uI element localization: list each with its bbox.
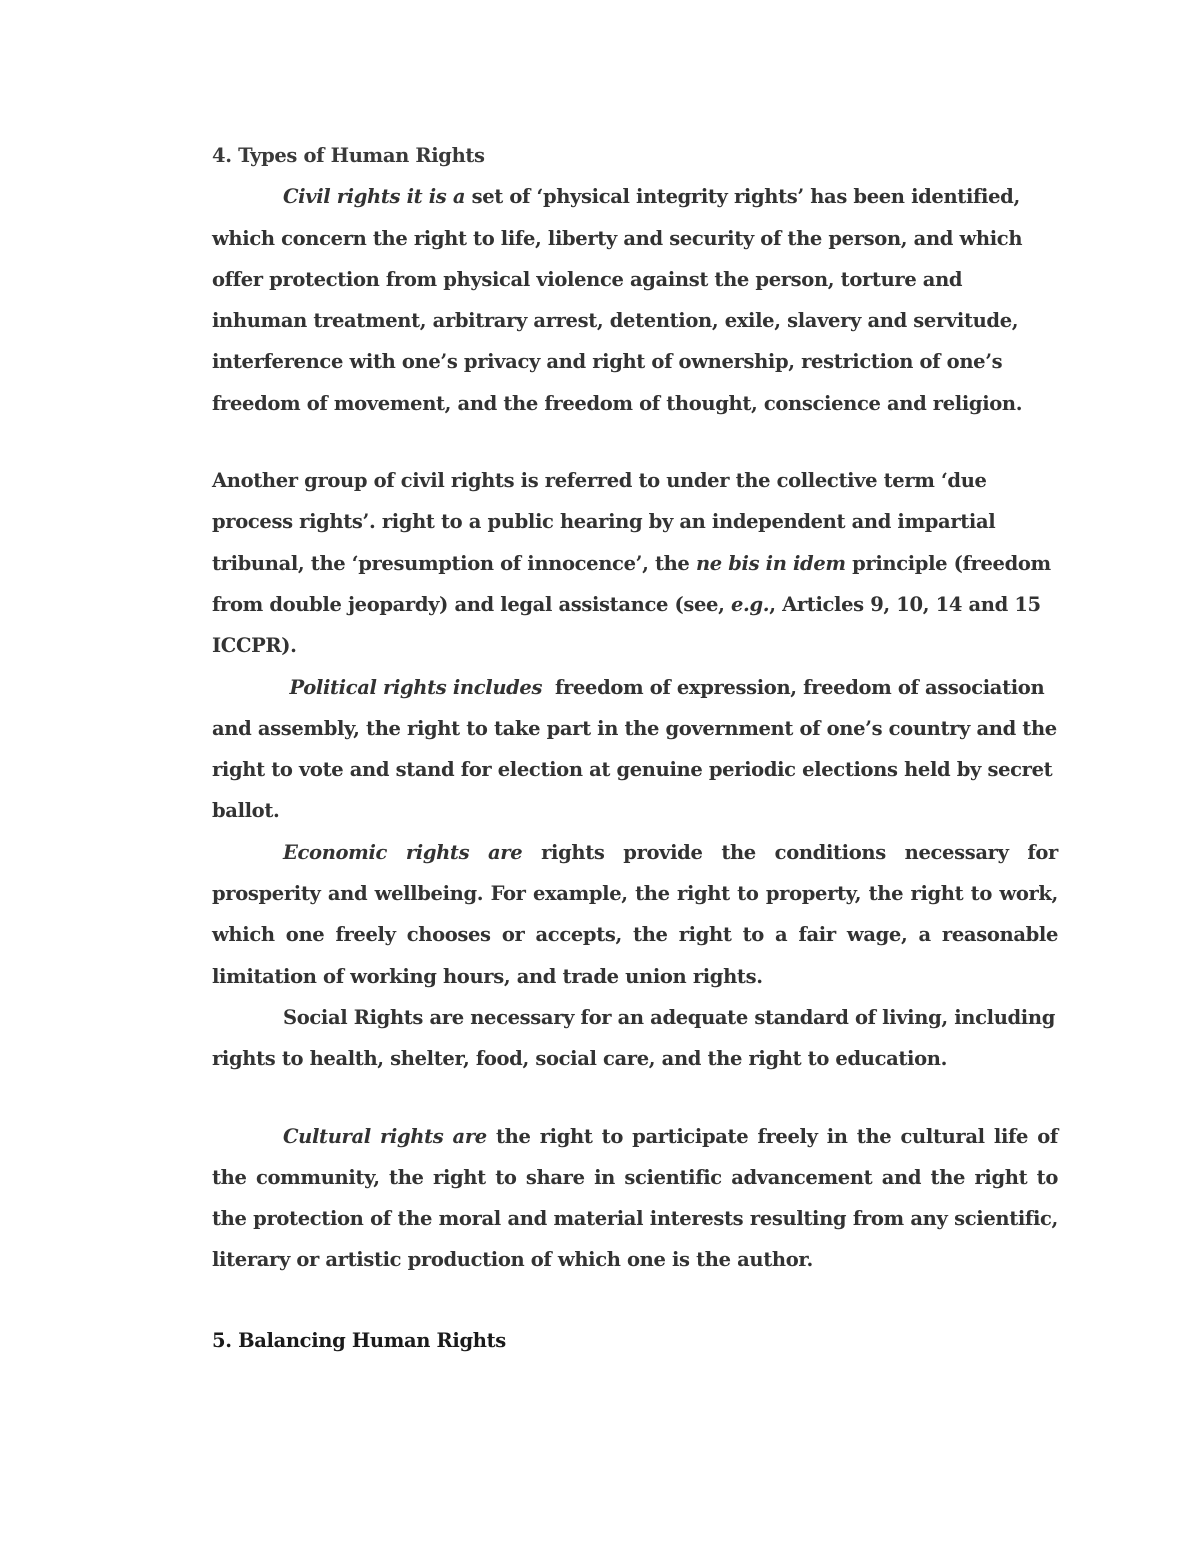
cultural-rights-lead: Cultural rights are (283, 1124, 487, 1148)
paragraph-economic-rights (212, 832, 1058, 997)
document-body (212, 135, 1064, 1361)
economic-rights-text: rights provide the conditions necessary for prosperity and wellbeing. For example, the right to property, the right to work, which one freely chooses or accepts, the right to a fair wage, a reasonable limitation of working hours, and trade union rights. (212, 840, 1058, 988)
paragraph-due-process (212, 460, 1058, 666)
due-process-text-3: , Articles 9, 10, 14 and 15 ICCPR). (212, 592, 1041, 658)
section-heading-balancing: 5. Balancing Human Rights (212, 1328, 506, 1352)
section-heading-types: 4. Types of Human Rights (212, 144, 485, 167)
paragraph-cultural-rights (212, 1116, 1058, 1281)
civil-rights-text: set of ‘physical integrity rights’ has been identified, which concern the right to life, liberty and security of the person, and which offer protection from physical violence against the person, torture and inhuman treatment, arbitrary arrest, detention, exile, slavery and servitude, interference with one’s privacy and right of ownership, restriction of one’s freedom of movement, and the freedom of thought, conscience and religion. (212, 185, 1023, 415)
economic-rights-lead: Economic rights are (283, 840, 523, 864)
political-rights-text: freedom of expression, freedom of association and assembly, the right to take part in the government of one’s country and the right to vote and stand for election at genuine periodic elections held by secret ballot. (212, 675, 1064, 823)
due-process-text-1: Another group of civil rights is referred to under the collective term ‘due process rights’. right to a public hearing by an independent and impartial tribunal, the ‘presumption of innocence’, the (212, 469, 996, 575)
due-process-eg: e.g. (730, 592, 770, 616)
paragraph-political-rights (212, 667, 1064, 832)
political-rights-lead: Political rights includes (283, 675, 543, 699)
due-process-italic: ne bis in idem (695, 551, 846, 575)
civil-rights-lead: Civil rights it is a (283, 185, 466, 209)
due-process-text-2: principle (freedom from double jeopardy) and legal assistance (see, (212, 551, 1051, 616)
cultural-rights-text: the right to participate freely in the cultural life of the community, the right to share in scientific advancement and the right to the protection of the moral and material interests resulting from any scientific, literary or artistic production of which one is the author. (212, 1124, 1058, 1272)
paragraph-social-rights: Social Rights are necessary for an adequate standard of living, including rights to health, shelter, food, social care, and the right to education. (212, 1005, 1055, 1071)
paragraph-civil-rights (212, 176, 1058, 424)
